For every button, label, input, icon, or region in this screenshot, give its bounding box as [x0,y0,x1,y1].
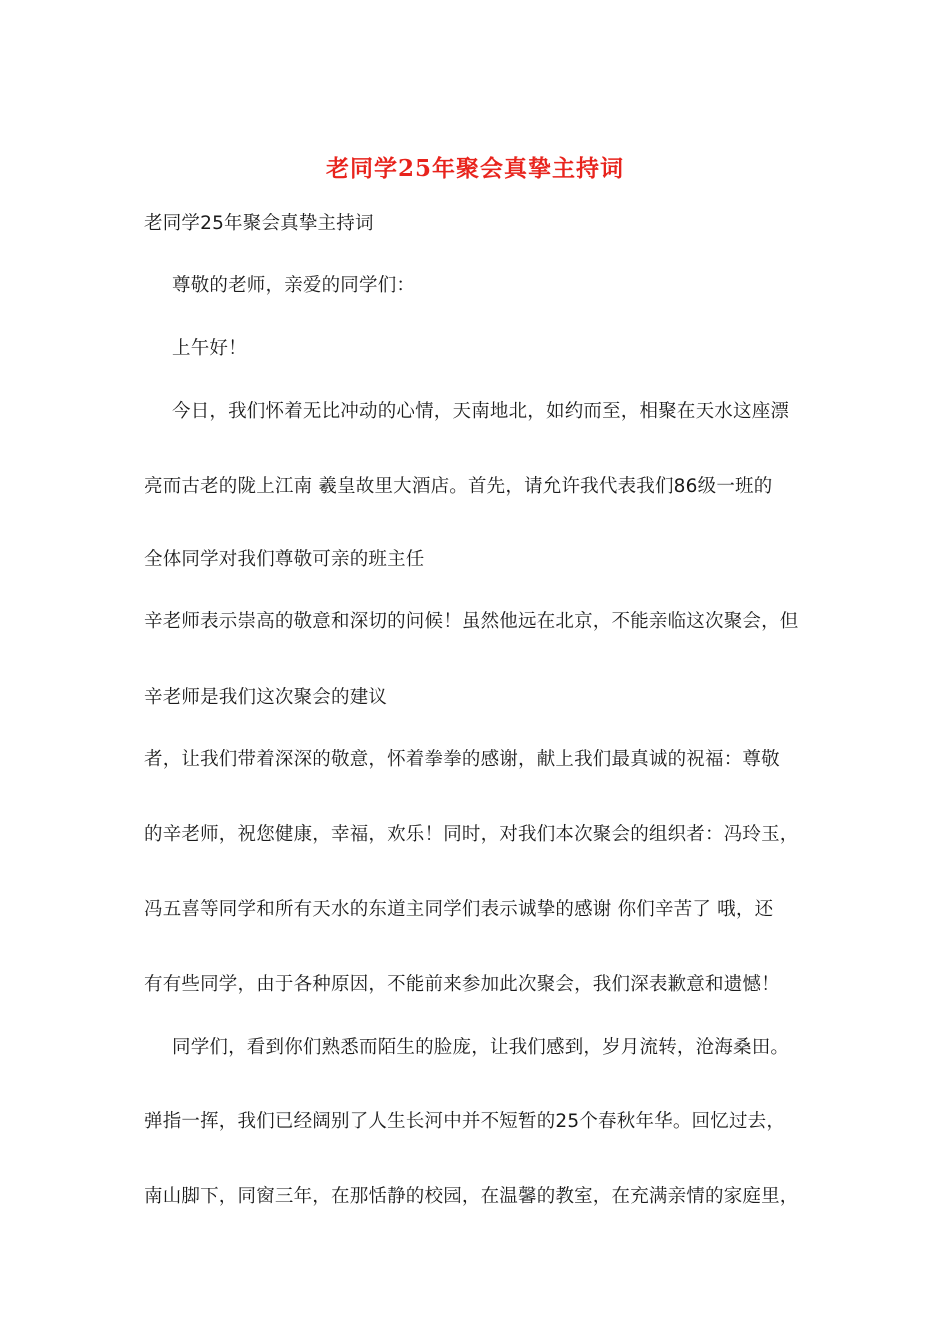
text-line: 全体同学对我们尊敬可亲的班主任 [144,549,425,570]
text-line: 今日，我们怀着无比冲动的心情，天南地北，如约而至，相聚在天水这座漂 [172,401,790,422]
text-line: 辛老师是我们这次聚会的建议 [144,687,388,708]
text-line: 弹指一挥，我们已经阔别了人生长河中并不短暂的25个春秋年华。回忆过去， [144,1111,786,1132]
text-line: 冯五喜等同学和所有天水的东道主同学们表示诚挚的感谢 你们辛苦了 哦，还 [144,899,774,920]
document-title: 老同学25年聚会真挚主持词 [325,155,624,182]
text-line: 有有些同学，由于各种原因，不能前来参加此次聚会，我们深表歉意和遗憾！ [144,974,780,995]
text-line: 的辛老师，祝您健康，幸福，欢乐！同时，对我们本次聚会的组织者：冯玲玉， [144,824,799,845]
text-line: 南山脚下，同窗三年，在那恬静的校园，在温馨的教室，在充满亲情的家庭里， [144,1186,799,1207]
text-line: 亮而古老的陇上江南 羲皇故里大酒店。首先，请允许我代表我们86级一班的 [144,476,773,497]
text-line: 者，让我们带着深深的敬意，怀着拳拳的感谢，献上我们最真诚的祝福：尊敬 [144,749,780,770]
text-line: 同学们，看到你们熟悉而陌生的脸庞，让我们感到，岁月流转，沧海桑田。 [172,1037,790,1058]
text-line: 辛老师表示崇高的敬意和深切的问候！虽然他远在北京，不能亲临这次聚会，但 [144,611,799,632]
text-line: 上午好！ [172,338,247,359]
text-line: 老同学25年聚会真挚主持词 [144,213,374,234]
text-line: 尊敬的老师，亲爱的同学们： [172,275,416,296]
